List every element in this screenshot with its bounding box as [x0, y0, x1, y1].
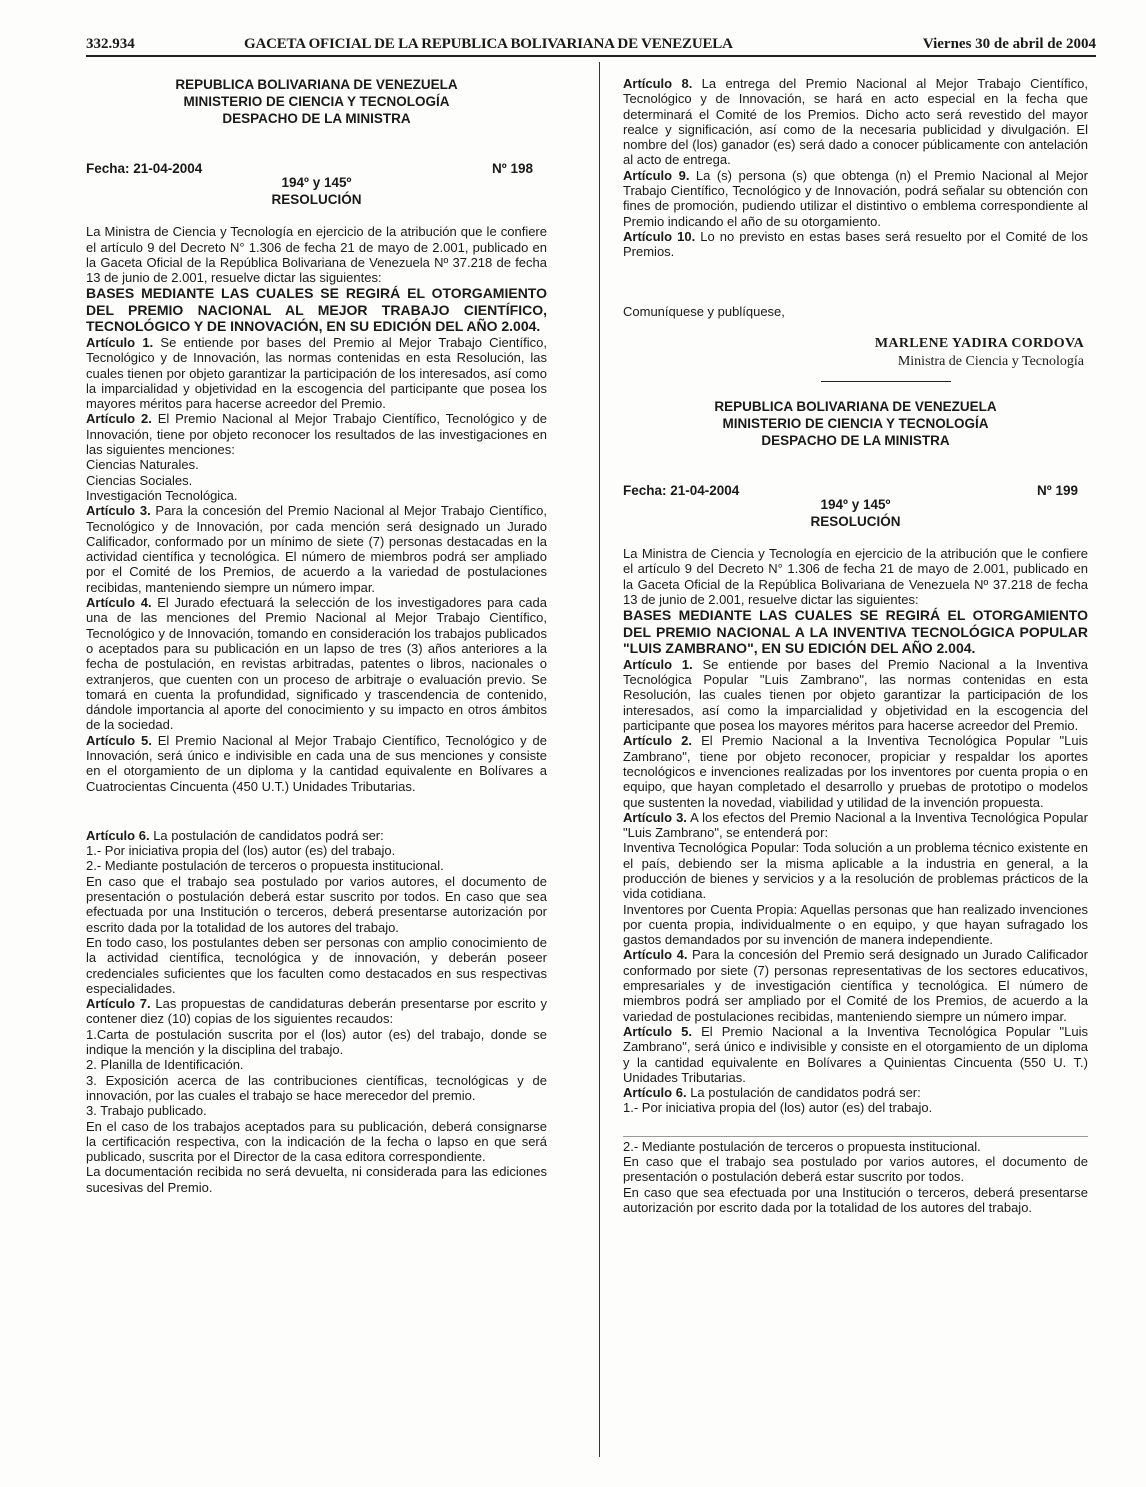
list-item: 2.- Mediante postulación de terceros o propuesta institucional.: [86, 858, 444, 874]
page-header: [86, 36, 1096, 56]
resolution-number: Nº 199: [1037, 482, 1078, 498]
resolution-heading: RESOLUCIÓN: [810, 514, 901, 530]
separator-rule: [821, 381, 951, 382]
paragraph: En caso que el trabajo sea postulado por varios autores, el documento de presentación o postulación deberá estar suscrito por todos.: [623, 1154, 1088, 1185]
article-5: [86, 733, 547, 794]
resolution-years: 194º y 145º: [820, 497, 891, 513]
article-4-label: Artículo 4.: [623, 947, 688, 963]
article-7-label: Artículo 7.: [86, 996, 151, 1012]
article-8-label: Artículo 8.: [623, 76, 693, 91]
article-4: [86, 595, 547, 733]
article-2-label: Artículo 2.: [623, 733, 693, 749]
article-10-text: Lo no previsto en estas bases será resuelto por el Comité de los Premios.: [623, 228, 1088, 260]
closing-formula: Comuníquese y publíquese,: [623, 303, 785, 319]
institution-line-3: DESPACHO DE LA MINISTRA: [761, 432, 950, 448]
paragraph: Inventiva Tecnológica Popular: Toda solución a un problema técnico existente en el país, debiendo ser la misma aplicable a la industria en general, a la producción de bienes y servicios y a la resolución de problemas prácticos de la vida cotidiana.: [623, 840, 1088, 902]
article-7-text: Las propuestas de candidaturas deberán presentarse por escrito y contener diez (10) copias de los siguientes recaudos:: [86, 996, 547, 1027]
article-6: [86, 828, 547, 843]
list-item: 1.- Por iniciativa propia del (los) autor (es) del trabajo.: [623, 1100, 933, 1116]
article-6-label: Artículo 6.: [86, 827, 150, 843]
resolution-heading: RESOLUCIÓN: [271, 192, 362, 208]
article-10: [623, 229, 1088, 260]
article-9: [623, 168, 1088, 229]
article-2-label: Artículo 2.: [86, 411, 152, 427]
list-item: 1.- Por iniciativa propia del (los) autor (es) del trabajo.: [86, 843, 396, 859]
institution-line-1: REPUBLICA BOLIVARIANA DE VENEZUELA: [714, 398, 997, 414]
institution-line-2: MINISTERIO DE CIENCIA Y TECNOLOGÍA: [183, 94, 450, 109]
article-10-label: Artículo 10.: [623, 228, 696, 244]
list-item: 3. Exposición acerca de las contribuciones científicas, tecnológicas y de innovación, por las cuales el trabajo se hace merecedor del premio.: [86, 1072, 547, 1103]
article-6-label: Artículo 6.: [623, 1085, 687, 1101]
article-6: [623, 1085, 1088, 1100]
article-2-text: El Premio Nacional a la Inventiva Tecnológica Popular "Luis Zambrano", tiene por objeto reconocer, propiciar y respaldar los aportes tecnológicos e invenciones realizadas por los inventores por cuenta propia o en equipo, que hayan completado el desarrollo y pruebas de prototipo o modelos que sustenten la novedad, viabilidad y utilidad de la invención propuesta.: [623, 733, 1088, 810]
paragraph: La documentación recibida no será devuelta, ni considerada para las ediciones sucesivas del Premio.: [86, 1164, 547, 1195]
article-5-label: Artículo 5.: [623, 1023, 693, 1039]
article-1-label: Artículo 1.: [86, 334, 154, 350]
header-rule: [86, 55, 1096, 57]
article-6-text: La postulación de candidatos podrá ser:: [690, 1085, 921, 1101]
signatory-title: Ministra de Ciencia y Tecnología: [897, 353, 1084, 369]
continuation-rule: [623, 1136, 1088, 1137]
article-2: [623, 733, 1088, 809]
article-4-text: El Jurado efectuará la selección de los investigadores para cada una de las menciones del Premio Nacional al Mejor Trabajo Científico, Tecnológico y de Innovación, tomando en consideración los trabajos publicados o aceptados para su publicación en un lapso de tres (3) años anteriores a la fecha de postulación, en revistas arbitradas, patentes o libros, nacionales o extranjeros, que cuenten con un proceso de arbitraje o evaluación previo. Se tomará en cuenta la profundidad, significado y trascendencia de contenido, dándole importancia al aporte del conocimiento y su impacto en otros ámbitos de la sociedad.: [86, 595, 547, 733]
article-2: [86, 411, 547, 457]
article-2-text: El Premio Nacional al Mejor Trabajo Científico, Tecnológico y de Innovación, tiene por objeto reconocer los resultados de las investigaciones en las siguientes menciones:: [86, 411, 547, 458]
article-1-text: Se entiende por bases del Premio Nacional a la Inventiva Tecnológica Popular "Luis Zambrano", las normas contenidas en esta Resolución, las cuales tienen por objeto garantizar la participación de los interesados, así como la imparcialidad y objetividad en la escogencia del participante que posea los mayores méritos para hacerse acreedor del Premio.: [623, 656, 1088, 734]
article-3-text: Para la concesión del Premio Nacional al Mejor Trabajo Científico, Tecnológico y de Innovación, por cada mención será designado un Jurado Calificador, conformado por un mínimo de siete (7) personas destacadas en la actividad científica y tecnológica. El número de miembros podrá ser ampliado por el Comité de los Premios, de acuerdo a la variedad de postulaciones recibidas, manteniendo siempre un número impar.: [86, 503, 547, 595]
resolution-number: Nº 198: [492, 161, 533, 176]
article-3: [623, 810, 1088, 841]
article-3-text: A los efectos del Premio Nacional a la Inventiva Tecnológica Popular "Luis Zambrano", se entenderá por:: [623, 809, 1088, 841]
resolution-years: 194º y 145º: [281, 175, 352, 191]
list-item: 1.Carta de postulación suscrita por el (los) autor (es) del trabajo, donde se indique la mención y la disciplina del trabajo.: [86, 1026, 547, 1058]
paragraph: Inventores por Cuenta Propia: Aquellas personas que han realizado invenciones por cuenta propia, individualmente o en equipo, y que hayan sufragado los gastos demandados por su invención de manera independiente.: [623, 901, 1088, 948]
resolution-date: Fecha: 21-04-2004: [623, 482, 740, 498]
paragraph: En caso que sea efectuada por una Institución o terceros, deberá presentarse autorización por escrito dada por la totalidad de los autores del trabajo.: [623, 1184, 1088, 1215]
article-8: [623, 76, 1088, 168]
bases-title: BASES MEDIANTE LAS CUALES SE REGIRÁ EL OTORGAMIENTO DEL PREMIO NACIONAL AL MEJOR TRABAJO CIENTÍFICO, TECNOLÓGICO Y DE INNOVACIÓN, EN SU EDICIÓN DEL AÑO 2.004.: [86, 285, 547, 335]
institution-line-2: MINISTERIO DE CIENCIA Y TECNOLOGÍA: [722, 415, 989, 431]
list-item: 3. Trabajo publicado.: [86, 1103, 207, 1119]
article-4-text: Para la concesión del Premio será designado un Jurado Calificador conformado por siete (7) personas representativas de los sectores educativos, empresariales y de investigación científica y tecnológica. El número de miembros podrá ser ampliado por el Comité de los Premios, de acuerdo a la variedad de postulaciones recibidas, manteniendo siempre un número impar.: [623, 947, 1088, 1024]
list-item: 2. Planilla de Identificación.: [86, 1057, 244, 1073]
signatory-name: MARLENE YADIRA CORDOVA: [874, 335, 1084, 351]
resolution-intro: La Ministra de Ciencia y Tecnología en ejercicio de la atribución que le confiere el artículo 9 del Decreto N° 1.306 de fecha 21 de mayo de 2.001, publicado en la Gaceta Oficial de la República Bolivariana de Venezuela Nº 37.218 de fecha 13 de junio de 2.001, resuelve dictar las siguientes:: [86, 224, 547, 286]
institution-line-3: DESPACHO DE LA MINISTRA: [222, 111, 411, 126]
right-column: [623, 76, 1088, 1476]
resolution-date: Fecha: 21-04-2004: [86, 161, 203, 176]
column-divider: [599, 62, 600, 1457]
article-4: [623, 947, 1088, 1023]
mention-item: Ciencias Sociales.: [86, 472, 193, 488]
resolution-intro: La Ministra de Ciencia y Tecnología en ejercicio de la atribución que le confiere el artículo 9 del Decreto N° 1.306 de fecha 21 de mayo de 2.001, publicado en la Gaceta Oficial de la República Bolivariana de Venezuela Nº 37.218 de fecha 13 de junio de 2.001, resuelve dictar las siguientes:: [623, 546, 1088, 608]
article-1-text: Se entiende por bases del Premio al Mejor Trabajo Científico, Tecnológico y de Innovación, las normas contenidas en esta Resolución, las cuales tienen por objeto garantizar la participación de los interesados, así como la imparcialidad y objetividad en la escogencia del participante que posea los mayores méritos para hacerse acreedor del Premio.: [86, 334, 547, 412]
article-5-text: El Premio Nacional a la Inventiva Tecnológica Popular "Luis Zambrano", será único e indivisible y consiste en el otorgamiento de un diploma y la cantidad equivalente en Bolívares a Quinientas Cincuenta (550 U. T.) Unidades Tributarias.: [623, 1023, 1088, 1085]
issue-date: Viernes 30 de abril de 2004: [922, 36, 1096, 52]
left-column: [86, 76, 547, 1476]
list-item: 2.- Mediante postulación de terceros o propuesta institucional.: [623, 1138, 981, 1154]
article-5-text: El Premio Nacional al Mejor Trabajo Científico, Tecnológico y de Innovación, será único e indivisible en cada una de sus menciones y consiste en el otorgamiento de un diploma y la cantidad equivalente en Bolívares a Cuatrocientas Cincuenta (450 U.T.) Unidades Tributarias.: [86, 732, 547, 794]
article-9-label: Artículo 9.: [623, 167, 690, 183]
article-3-label: Artículo 3.: [623, 809, 687, 825]
signature-block: [623, 335, 1088, 371]
article-3-label: Artículo 3.: [86, 503, 151, 519]
article-4-label: Artículo 4.: [86, 595, 152, 611]
article-9-text: La (s) persona (s) que obtenga (n) el Premio Nacional al Mejor Trabajo Científico, Tecnológico y de Innovación, podrá señalar su obtención con fines de promoción, pudiendo utilizar el distintivo o emblema correspondiente al Premio indicando el año de su otorgamiento.: [623, 167, 1088, 229]
article-1-label: Artículo 1.: [623, 656, 693, 672]
paragraph: En todo caso, los postulantes deben ser personas con amplio conocimiento de la actividad científica, tecnológica y de innovación, y deberán poseer credenciales suficientes que los faculten como destacados en sus respectivas especialidades.: [86, 934, 547, 996]
article-6-text: La postulación de candidatos podrá ser:: [153, 827, 384, 843]
article-8-text: La entrega del Premio Nacional al Mejor Trabajo Científico, Tecnológico y de Innovación, se hará en acto especial en la fecha que determinará el Comité de los Premios. Dicho acto será revestido del mayor realce y significación, así como de la necesaria publicidad y divulgación. El nombre del (los) ganador (es) será dado a conocer públicamente con antelación al acto de entrega.: [623, 76, 1088, 168]
article-7: [86, 996, 547, 1027]
page-number: 332.934: [86, 36, 135, 52]
article-5: [623, 1024, 1088, 1085]
article-1: [623, 657, 1088, 733]
paragraph: En caso que el trabajo sea postulado por varios autores, el documento de presentación o postulación deberá estar suscrito por todos. En caso que sea efectuada por una Institución o terceros, deberá presentarse autorización por escrito dada por la totalidad de los autores del trabajo.: [86, 873, 547, 935]
article-5-label: Artículo 5.: [86, 732, 152, 748]
paragraph: En el caso de los trabajos aceptados para su publicación, deberá consignarse la certificación respectiva, con la indicación de la fecha o lapso en que será publicado, suscrita por el Director de la casa editora correspondiente.: [86, 1118, 547, 1165]
institution-line-1: REPUBLICA BOLIVARIANA DE VENEZUELA: [175, 77, 458, 92]
article-3: [86, 503, 547, 595]
mention-item: Ciencias Naturales.: [86, 457, 199, 473]
article-1: [86, 335, 547, 411]
gazette-title: GACETA OFICIAL DE LA REPUBLICA BOLIVARIANA DE VENEZUELA: [244, 36, 733, 52]
mention-item: Investigación Tecnológica.: [86, 487, 238, 503]
bases-title: BASES MEDIANTE LAS CUALES SE REGIRÁ EL OTORGAMIENTO DEL PREMIO NACIONAL A LA INVENTIVA TECNOLÓGICA POPULAR "LUIS ZAMBRANO", EN SU EDICIÓN DEL AÑO 2.004.: [623, 607, 1088, 657]
